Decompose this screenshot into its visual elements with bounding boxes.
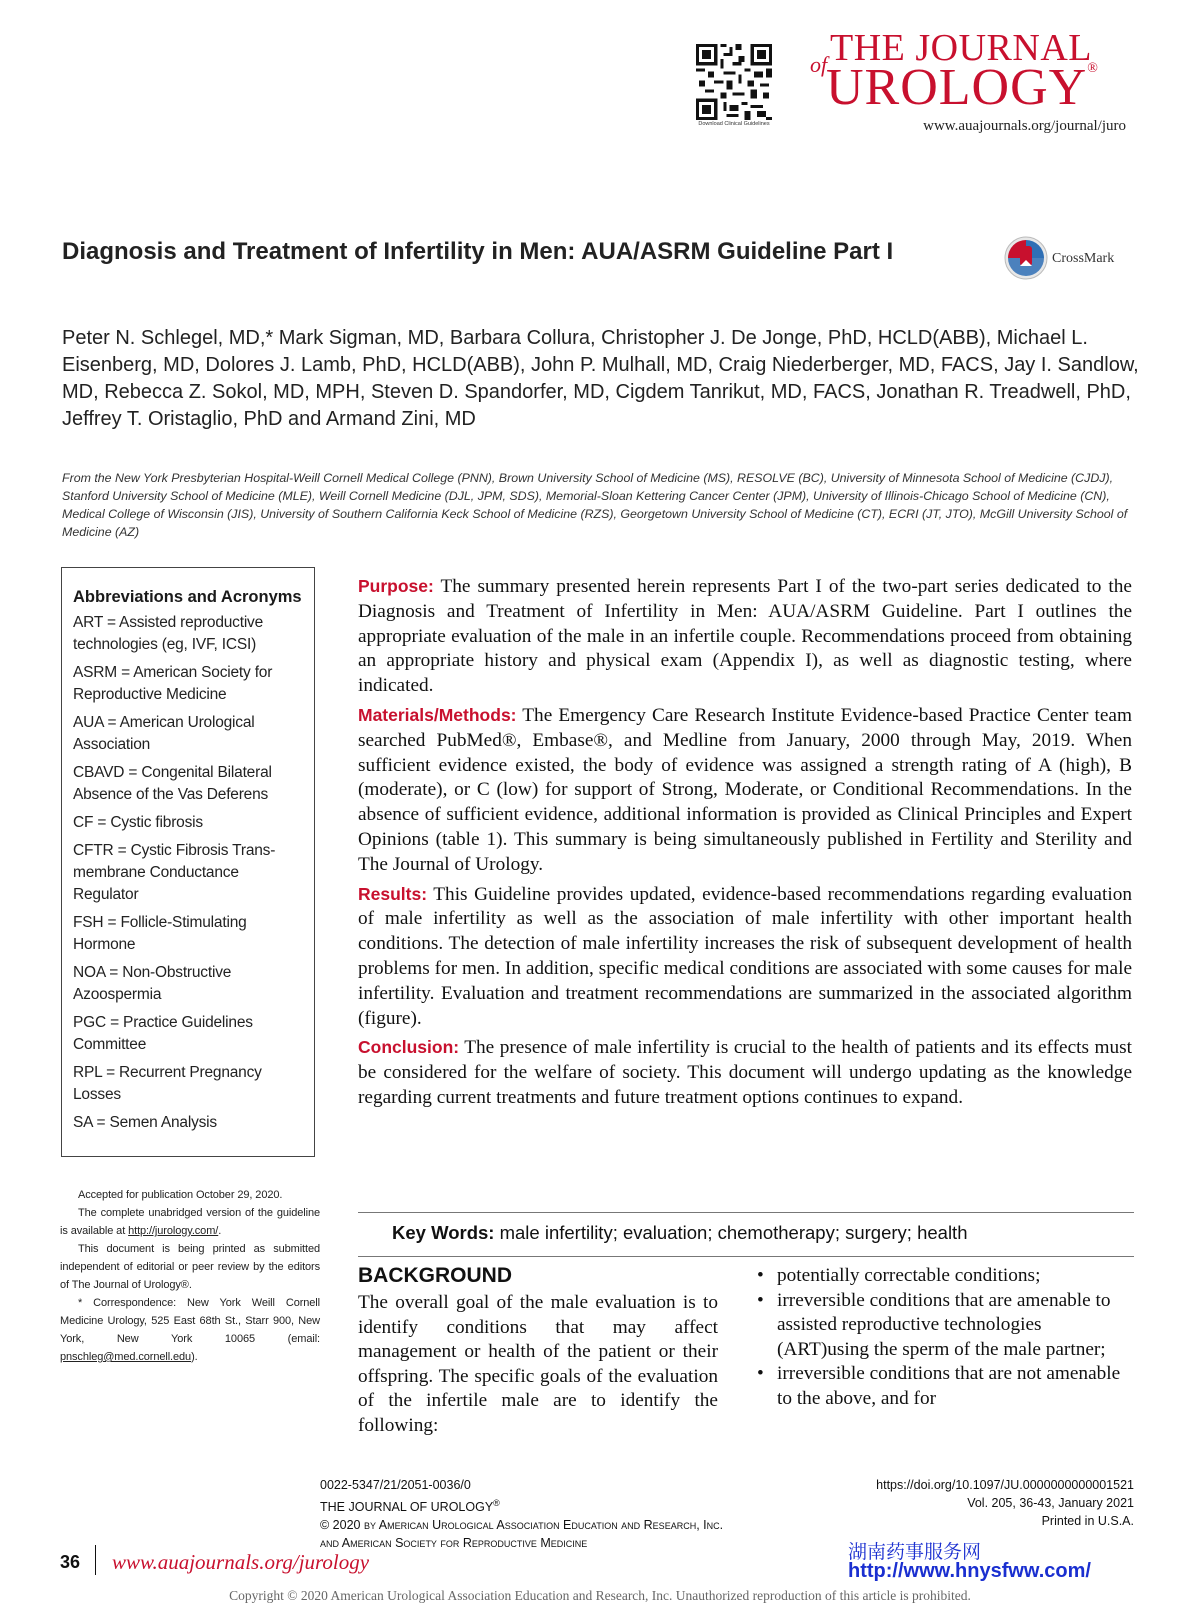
footnote-unabridged-end: . <box>218 1225 222 1237</box>
abbreviation-item: CBAVD = Congenital Bilateral Absence of the Vas Deferens <box>73 764 272 803</box>
abstract <box>358 574 1132 1115</box>
correspondence-text: * Correspondence: New York Weill Cornell Medicine Urology, 525 East 68th St., Starr 900, New York, New York 10065 (email: <box>60 1297 320 1345</box>
footer-issn: 0022-5347/21/2051-0036/0 <box>320 1478 471 1492</box>
article-title: Diagnosis and Treatment of Infertility in Men: AUA/ASRM Guideline Part I <box>62 238 894 265</box>
abstract-results <box>358 882 1132 1032</box>
background-text: The overall goal of the male evaluation is to identify conditions that may affect management or health of the patient or their offspring. The specific goals of the evaluation of the infertile male are to identify the following: <box>358 1292 718 1436</box>
footnote-unabridged <box>60 1204 320 1240</box>
abbreviation-item: SA = Semen Analysis <box>73 1114 217 1131</box>
purpose-label: Purpose: <box>358 576 434 596</box>
footer-doi[interactable]: https://doi.org/10.1097/JU.0000000000001521 <box>876 1478 1134 1492</box>
page-separator <box>95 1545 96 1575</box>
abbreviation-item: FSH = Follicle-Stimulating Hormone <box>73 914 247 953</box>
journal-logo-urology: UROLOGY® <box>826 59 1099 116</box>
correspondence-end: ). <box>191 1351 198 1363</box>
footer-volume: Vol. 205, 36-43, January 2021 <box>967 1496 1134 1510</box>
footer-article-info <box>760 1476 1134 1530</box>
footer-journal-name: THE JOURNAL OF UROLOGY <box>320 1500 494 1515</box>
abstract-methods <box>358 703 1132 878</box>
abbreviation-item: CFTR = Cystic Fibrosis Trans-membrane Conductance Regulator <box>73 842 276 903</box>
page-number: 36 <box>60 1552 81 1572</box>
methods-label: Materials/Methods: <box>358 704 517 725</box>
abstract-purpose <box>358 574 1132 699</box>
conclusion-text: The presence of male infertility is crucial to the health of patients and its effects must be considered for the welfare of society. This document will undergo updating as the knowledge regarding current treatments and future treatment options continues to expand. <box>358 1037 1132 1108</box>
footnotes <box>60 1186 320 1366</box>
qr-code-icon[interactable] <box>696 44 772 120</box>
abbreviation-item: ASRM = American Society for Reproductive Medicine <box>73 664 273 703</box>
footer-copyright-2: and American Society for Reproductive Medicine <box>320 1536 588 1551</box>
results-label: Results: <box>358 883 428 904</box>
conclusion-label: Conclusion: <box>358 1037 460 1058</box>
watermark-chinese: 湖南药事服务网 <box>848 1542 982 1563</box>
author-list: Peter N. Schlegel, MD,* Mark Sigman, MD, Barbara Collura, Christopher J. De Jonge, PhD, HCLD(ABB), Michael L. Eisenberg, MD, Dolores J. Lamb, PhD, HCLD(ABB), John P. Mulhall, MD, Craig Niederberger, MD, FACS, Jay I. Sandlow, MD, Rebecca Z. Sokol, MD, MPH, Steven D. Spandorfer, MD, Cigdem Tanrikut, MD, FACS, Jonathan R. Treadwell, PhD, Jeffrey T. Oristaglio, PhD and Armand Zini, MD <box>62 327 1139 430</box>
correspondence-email-link[interactable]: pnschleg@med.cornell.edu <box>60 1351 192 1363</box>
keywords-divider-top <box>358 1212 1134 1213</box>
watermark-url[interactable]: http://www.hnysfww.com/ <box>848 1560 1091 1582</box>
background-heading: BACKGROUND <box>358 1264 512 1287</box>
abbreviation-item: RPL = Recurrent Pregnancy Losses <box>73 1064 262 1103</box>
list-item: • irreversible conditions that are amenable to assisted reproductive technologies (ART)using the sperm of the male partner; <box>757 1289 1137 1363</box>
abbreviation-item: ART = Assisted reproductive technologies (eg, IVF, ICSI) <box>73 614 264 653</box>
keywords-label: Key Words: <box>392 1222 495 1243</box>
list-item: • potentially correctable conditions; <box>757 1264 1137 1289</box>
footnote-accepted: Accepted for publication October 29, 2020. <box>78 1189 283 1201</box>
abbreviation-item: NOA = Non-Obstructive Azoospermia <box>73 964 232 1003</box>
abbreviation-item: CF = Cystic fibrosis <box>73 814 203 831</box>
keywords-divider-bottom <box>358 1256 1134 1257</box>
affiliations: From the New York Presbyterian Hospital-Weill Cornell Medical College (PNN), Brown University School of Medicine (MS), RESOLVE (BC), University of Minnesota School of Medicine (CJDJ), Stanford University School of Medicine (MLE), Weill Cornell Medicine (DJL, JPM, SDS), Memorial-Sloan Kettering Cancer Center (JPM), University of Illinois-Chicago School of Medicine (CN), Medical College of Wisconsin (JIS), University of Southern California Keck School of Medicine (RZS), Georgetown University School of Medicine (CT), ECRI (JT, JTO), McGill University School of Medicine (AZ) <box>62 471 1128 539</box>
abbreviation-item: PGC = Practice Guidelines Committee <box>73 1014 253 1053</box>
crossmark-label: CrossMark <box>1052 251 1115 266</box>
list-item: • irreversible conditions that are not amenable to the above, and for <box>757 1362 1137 1411</box>
footer-printed: Printed in U.S.A. <box>1041 1514 1134 1528</box>
footer-journal-reg: ® <box>493 1498 500 1508</box>
jurology-link[interactable]: http://jurology.com/ <box>128 1225 219 1237</box>
abstract-conclusion <box>358 1035 1132 1110</box>
footer-copyright-1: © 2020 by American Urological Association Education and Research, Inc. <box>320 1518 724 1533</box>
keywords-text: male infertility; evaluation; chemotherapy; surgery; health <box>499 1222 968 1243</box>
abbreviations-title: Abbreviations and Acronyms <box>73 588 302 606</box>
footnote-unabridged-text: The complete unabridged version of the guideline is available at <box>60 1207 320 1237</box>
copyright-notice: Copyright © 2020 American Urological Association Education and Research, Inc. Unauthorized reproduction of this article is prohibited. <box>229 1588 971 1603</box>
methods-text: The Emergency Care Research Institute Evidence-based Practice Center team searched PubMed®, Embase®, and Medline from January, 2000 through May, 2019. When sufficient evidence existed, the body of evidence was assigned a strength rating of A (high), B (moderate), or C (low) for support of Strong, Moderate, or Conditional Recommendations. In the absence of sufficient evidence, additional information is provided as Clinical Principles and Expert Opinions (table 1). This summary is being simultaneously published in Fertility and Sterility and The Journal of Urology. <box>358 704 1132 875</box>
journal-url[interactable]: www.auajournals.org/journal/juro <box>923 118 1126 134</box>
abbreviations-box <box>61 567 315 1157</box>
goals-list <box>757 1264 1137 1411</box>
keywords <box>392 1222 1132 1244</box>
qr-caption: Download Clinical Guidelines <box>698 121 770 127</box>
footnote-correspondence <box>60 1294 320 1366</box>
abbreviation-item: AUA = American Urological Association <box>73 714 255 753</box>
footer-publication-info <box>320 1476 780 1552</box>
footer-journal <box>320 1494 780 1516</box>
page-url[interactable]: www.auajournals.org/jurology <box>112 1550 370 1574</box>
journal-logo-of: of <box>810 52 828 77</box>
results-text: This Guideline provides updated, evidence-based recommendations regarding evaluation of male infertility as well as the association of male infertility with other important health conditions. The detection of male infertility increases the risk of subsequent development of health problems for men. In addition, specific medical conditions are associated with some causes for male infertility. Evaluation and treatment recommendations are summarized in the associated algorithm (figure). <box>358 883 1132 1029</box>
journal-logo-urology-text: UROLOGY <box>826 59 1088 116</box>
footnote-printed: This document is being printed as submitted independent of editorial or peer review by the editors of The Journal of Urology®. <box>60 1243 320 1291</box>
purpose-text: The summary presented herein represents Part I of the two-part series dedicated to the Diagnosis and Treatment of Infertility in Men: AUA/ASRM Guideline. Part I outlines the appropriate evaluation of the male in an infertile couple. Recommendations proceed from obtaining an appropriate history and physical exam (Appendix I), as well as diagnostic testing, where indicated. <box>358 576 1132 697</box>
journal-logo-the: THE JOURNAL <box>830 27 1092 69</box>
